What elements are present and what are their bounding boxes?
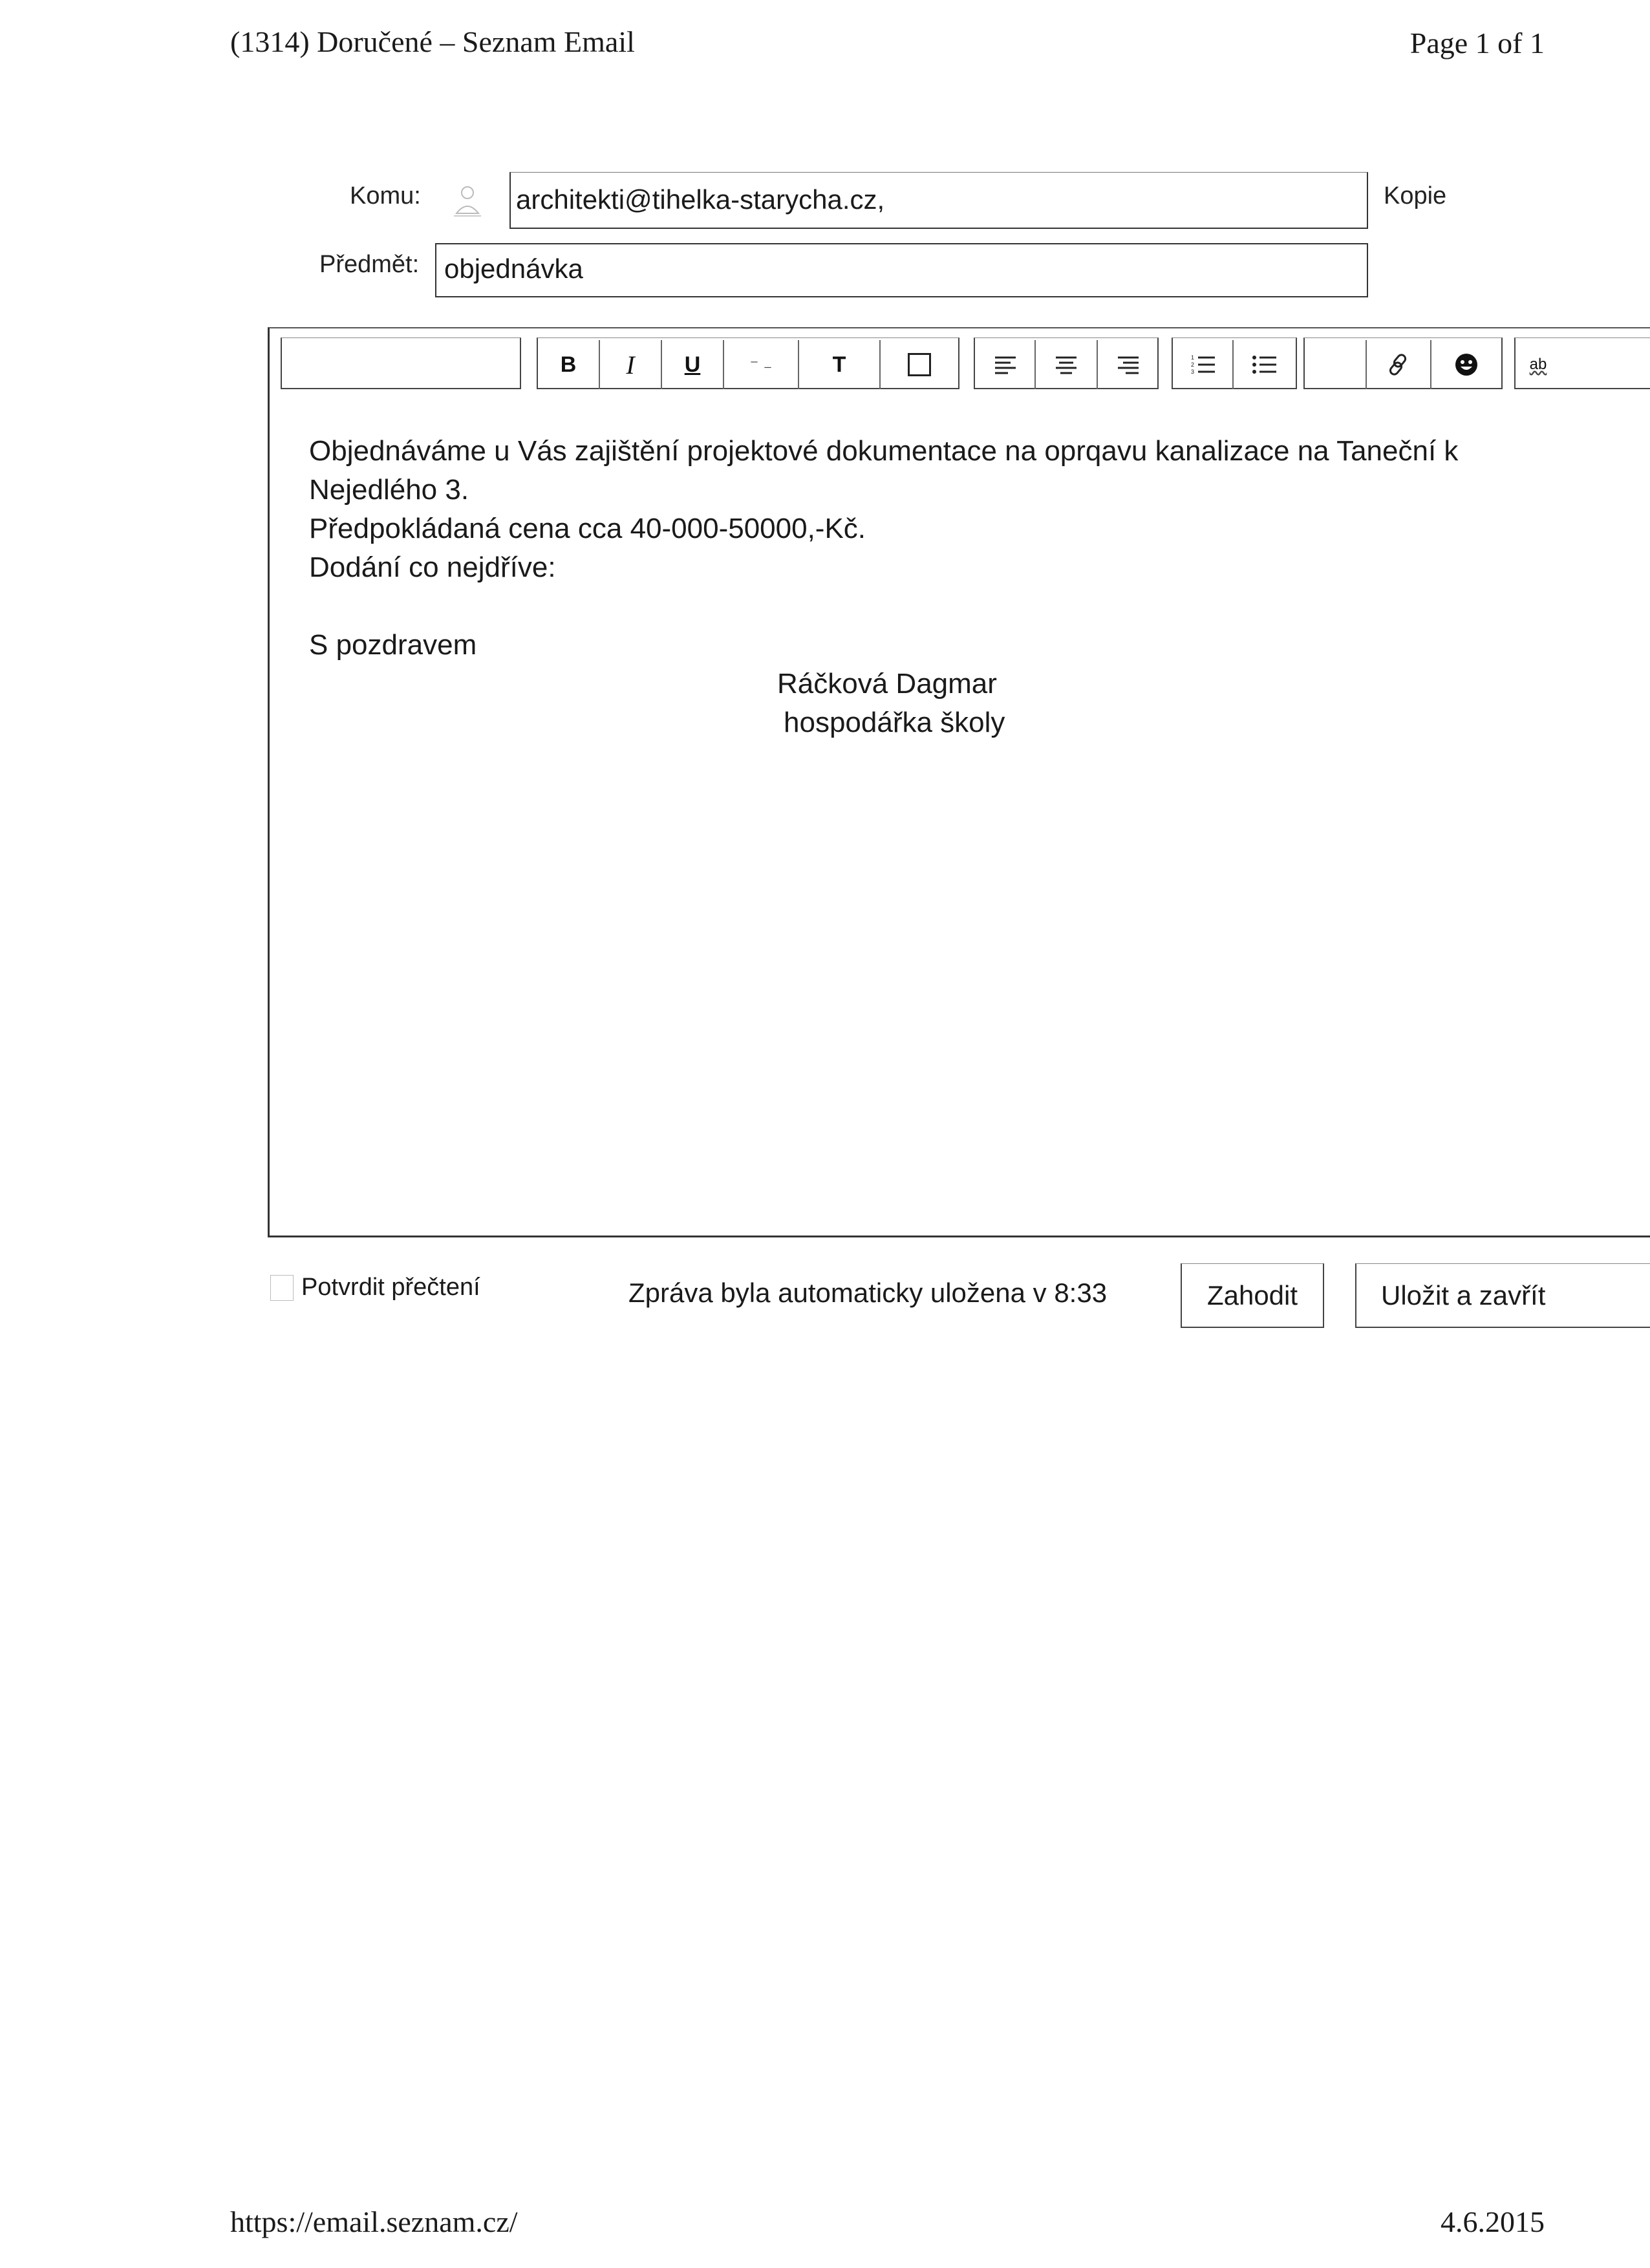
text-color-button[interactable]: T: [832, 352, 846, 377]
square-icon: [908, 353, 931, 376]
page-number: Page 1 of 1: [1409, 27, 1545, 59]
discard-button[interactable]: Zahodit: [1181, 1263, 1324, 1328]
bold-button[interactable]: B: [560, 352, 577, 377]
page-url: https://email.seznam.cz/: [230, 2205, 518, 2238]
align-right-button[interactable]: [1098, 340, 1159, 389]
signature-role: hospodářka školy: [784, 707, 1005, 738]
svg-text:2: 2: [1191, 361, 1195, 368]
greeting: S pozdravem: [309, 629, 477, 661]
align-center-button[interactable]: [1036, 340, 1097, 389]
contact-icon[interactable]: [453, 182, 482, 219]
body-line: Dodání co nejdříve:: [309, 551, 556, 583]
body-line: Předpokládaná cena cca 40-000-50000,-Kč.: [309, 513, 866, 544]
to-field[interactable]: architekti@tihelka-starycha.cz,: [509, 172, 1368, 229]
body-line: Nejedlého 3.: [309, 474, 469, 506]
page-title: (1314) Doručené – Seznam Email: [230, 25, 635, 58]
smiley-icon: [1454, 352, 1479, 377]
underline-button[interactable]: U: [684, 352, 701, 377]
bullet-list-button[interactable]: [1234, 340, 1296, 389]
insert-link-button[interactable]: [1367, 340, 1430, 389]
body-line: Objednáváme u Vás zajištění projektové dokumentace na oprqavu kanalizace na Taneční k: [309, 435, 1459, 467]
message-body[interactable]: [309, 432, 1650, 742]
read-receipt-checkbox[interactable]: [270, 1275, 294, 1301]
italic-button[interactable]: I: [626, 350, 635, 380]
cc-link[interactable]: Kopie: [1384, 182, 1447, 209]
ordered-list-icon: [1190, 354, 1216, 375]
subject-label: Předmět:: [319, 251, 420, 278]
svg-text:3: 3: [1191, 369, 1195, 375]
align-left-icon: [994, 355, 1017, 374]
insert-image-button[interactable]: [1305, 340, 1367, 389]
align-center-icon: [1055, 355, 1078, 374]
spellcheck-button[interactable]: [1516, 340, 1561, 389]
autosave-status: Zpráva byla automaticky uložena v 8:33: [628, 1278, 1108, 1308]
ordered-list-button[interactable]: [1173, 340, 1234, 389]
to-label: Komu:: [350, 182, 421, 209]
insert-emoticon-button[interactable]: [1431, 340, 1501, 389]
font-select[interactable]: [281, 337, 521, 389]
align-left-button[interactable]: [975, 340, 1036, 389]
subject-field[interactable]: objednávka: [435, 243, 1368, 297]
background-color-button[interactable]: [881, 340, 958, 389]
strikethrough-icon: ⁻ ₋: [749, 354, 773, 374]
signature-name: Ráčková Dagmar: [777, 668, 997, 700]
svg-text:1: 1: [1191, 354, 1195, 361]
spellcheck-icon: ab: [1529, 356, 1547, 373]
read-receipt-label: Potvrdit přečtení: [301, 1274, 480, 1301]
align-right-icon: [1117, 355, 1140, 374]
bullet-list-icon: [1252, 354, 1278, 375]
strikethrough-button[interactable]: [724, 340, 798, 389]
save-and-close-button[interactable]: Uložit a zavřít: [1355, 1263, 1650, 1328]
link-icon: [1386, 352, 1411, 378]
print-date: 4.6.2015: [1441, 2205, 1545, 2238]
